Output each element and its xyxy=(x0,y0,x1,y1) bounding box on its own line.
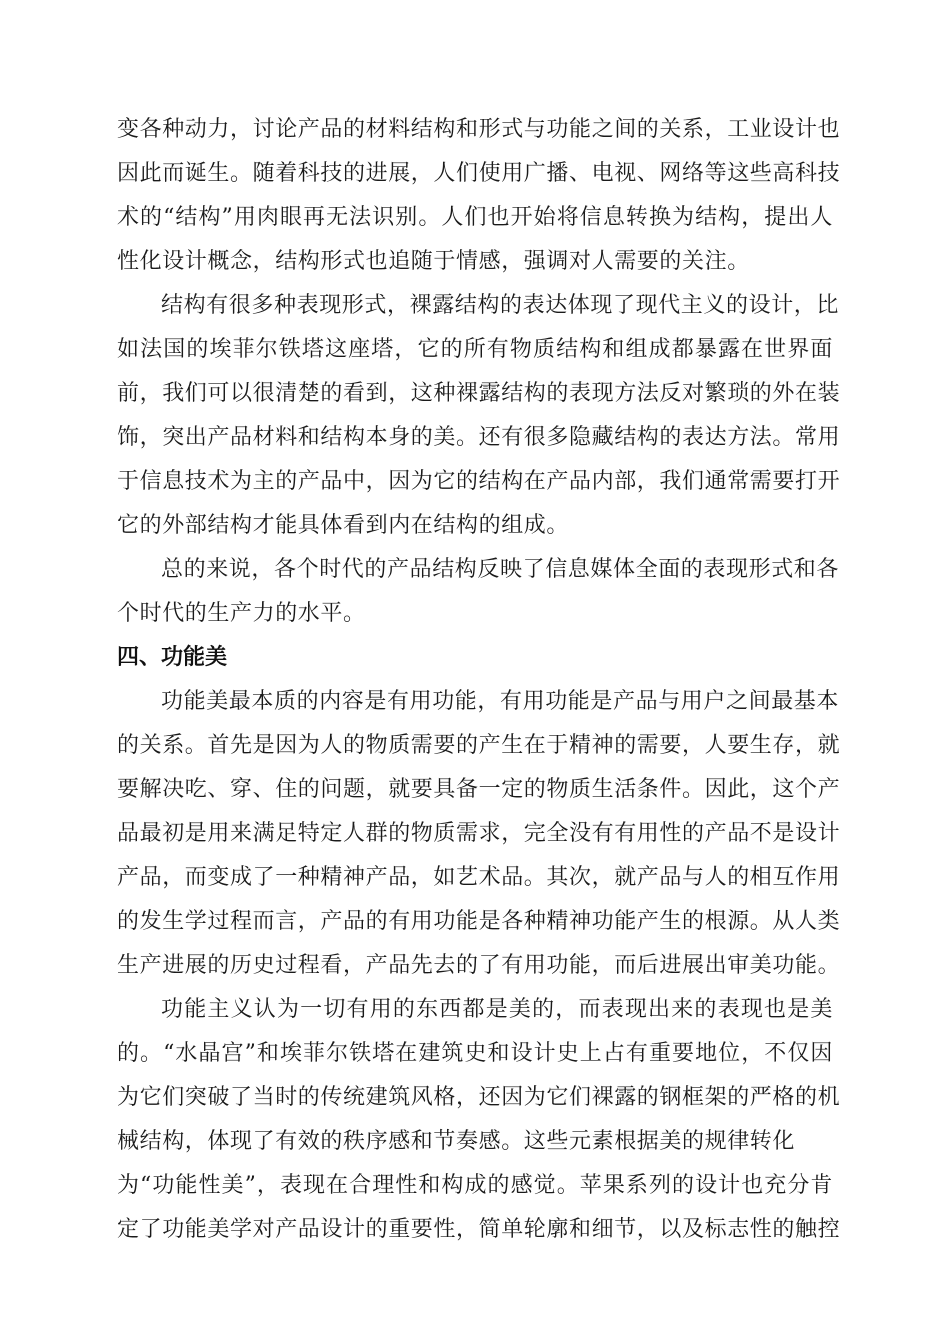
section-heading: 四、功能美 xyxy=(117,645,228,670)
paragraph-line: 于信息技术为主的产品中，因为它的结构在产品内部，我们通常需要打开 xyxy=(117,469,841,494)
paragraph-line: 总的来说，各个时代的产品结构反映了信息媒体全面的表现形式和各 xyxy=(161,557,840,582)
paragraph-line: 械结构，体现了有效的秩序感和节奏感。这些元素根据美的规律转化 xyxy=(117,1129,796,1154)
paragraph-line: 前，我们可以很清楚的看到，这种裸露结构的表现方法反对繁琐的外在装 xyxy=(117,381,841,406)
paragraph-line: 要解决吃、穿、住的问题，就要具备一定的物质生活条件。因此，这个产 xyxy=(117,777,841,802)
paragraph-line: 饰，突出产品材料和结构本身的美。还有很多隐藏结构的表达方法。常用 xyxy=(117,425,841,450)
paragraph-line: 的发生学过程而言，产品的有用功能是各种精神功能产生的根源。从人类 xyxy=(117,909,841,934)
paragraph-line: 结构有很多种表现形式，裸露结构的表达体现了现代主义的设计，比 xyxy=(161,293,840,318)
paragraph-line: 定了功能美学对产品设计的重要性，简单轮廓和细节，以及标志性的触控 xyxy=(117,1217,841,1242)
paragraph-line: 功能主义认为一切有用的东西都是美的，而表现出来的表现也是美 xyxy=(161,997,833,1022)
paragraph-line: 为它们突破了当时的传统建筑风格，还因为它们裸露的钢框架的严格的机 xyxy=(117,1085,841,1110)
paragraph-line: 因此而诞生。随着科技的进展，人们使用广播、电视、网络等这些高科技 xyxy=(117,161,841,186)
paragraph-line: 品最初是用来满足特定人群的物质需求，完全没有有用性的产品不是设计 xyxy=(117,821,841,846)
paragraph-line: 的关系。首先是因为人的物质需要的产生在于精神的需要，人要生存，就 xyxy=(117,733,841,758)
paragraph-line: 性化设计概念，结构形式也追随于情感，强调对人需要的关注。 xyxy=(117,249,750,274)
paragraph-line: 它的外部结构才能具体看到内在结构的组成。 xyxy=(117,513,570,538)
paragraph-line: 个时代的生产力的水平。 xyxy=(117,601,366,626)
paragraph-line: 产品，而变成了一种精神产品，如艺术品。其次，就产品与人的相互作用 xyxy=(117,865,841,890)
paragraph-line: 功能美最本质的内容是有用功能，有用功能是产品与用户之间最基本 xyxy=(161,689,840,714)
paragraph-line: 生产进展的历史过程看，产品先去的了有用功能，而后进展出审美功能。 xyxy=(117,953,841,978)
paragraph-line: 的。“水晶宫”和埃菲尔铁塔在建筑史和设计史上占有重要地位，不仅因 xyxy=(117,1041,833,1066)
paragraph-line: 术的“结构”用肉眼再无法识别。人们也开始将信息转换为结构，提出人 xyxy=(117,205,833,230)
paragraph-line: 如法国的埃菲尔铁塔这座塔，它的所有物质结构和组成都暴露在世界面 xyxy=(117,337,833,362)
paragraph-line: 变各种动力，讨论产品的材料结构和形式与功能之间的关系，工业设计也 xyxy=(117,117,841,142)
paragraph-line: 为“功能性美”，表现在合理性和构成的感觉。苹果系列的设计也充分肯 xyxy=(117,1173,833,1198)
